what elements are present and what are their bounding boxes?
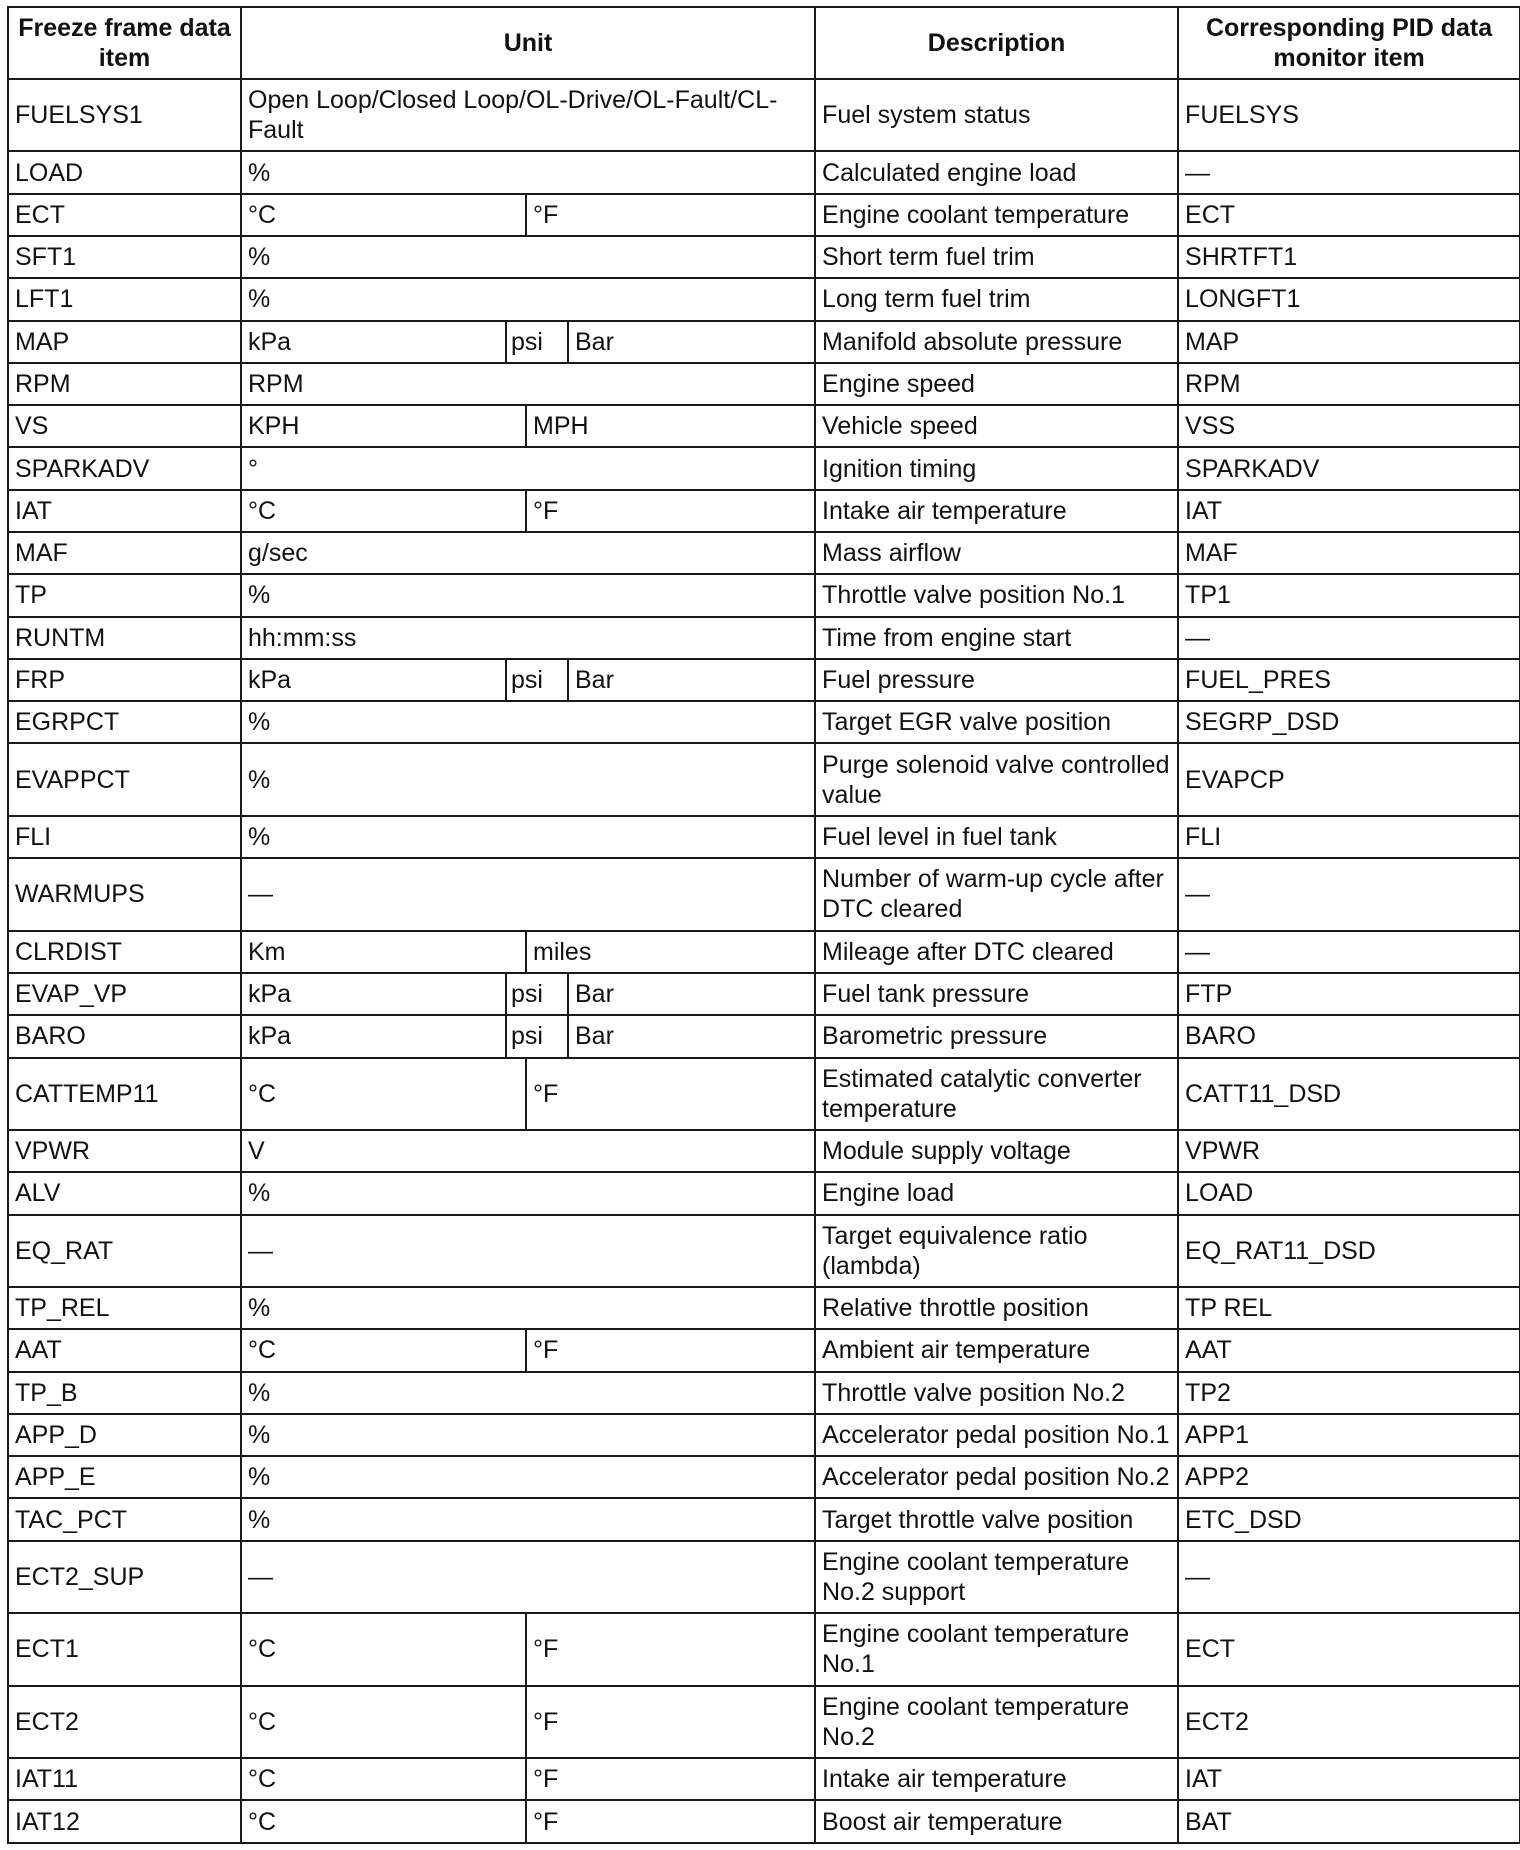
description: Throttle valve position No.2 [815,1372,1178,1414]
table-row [8,490,1520,532]
table-row [8,617,1520,659]
unit-value-bar: Bar [568,973,815,1015]
freeze-frame-table [7,6,1520,1844]
table-row [8,79,1520,151]
unit-value-primary: °C [241,1613,526,1685]
freeze-frame-item: EGRPCT [8,701,241,743]
table-row [8,405,1520,447]
unit-value: V [241,1130,815,1172]
description: Engine coolant temperature [815,194,1178,236]
table-row [8,447,1520,489]
unit-value-primary: °C [241,1058,526,1130]
unit-value-primary: °C [241,1800,526,1843]
unit-value-primary: °C [241,1758,526,1800]
description: Manifold absolute pressure [815,321,1178,363]
pid-monitor-item: CATT11_DSD [1178,1058,1520,1130]
description: Intake air temperature [815,1758,1178,1800]
freeze-frame-item: AAT [8,1329,241,1371]
unit-value: g/sec [241,532,815,574]
unit-value: % [241,278,815,320]
pid-monitor-item: TP1 [1178,574,1520,616]
unit-value: % [241,1172,815,1214]
description: Vehicle speed [815,405,1178,447]
unit-value: % [241,1498,815,1540]
table-row [8,236,1520,278]
description: Boost air temperature [815,1800,1178,1843]
freeze-frame-item: VS [8,405,241,447]
description: Throttle valve position No.1 [815,574,1178,616]
unit-value: ° [241,447,815,489]
pid-monitor-item: BARO [1178,1015,1520,1057]
table-row [8,278,1520,320]
unit-value-secondary: miles [526,931,815,973]
pid-monitor-item: FTP [1178,973,1520,1015]
freeze-frame-item: IAT12 [8,1800,241,1843]
unit-value-secondary: °F [526,194,815,236]
unit-value: — [241,1541,815,1613]
unit-value-secondary: °F [526,1613,815,1685]
pid-monitor-item: LONGFT1 [1178,278,1520,320]
unit-value-psi: psi [506,321,568,363]
description: Target equivalence ratio (lambda) [815,1215,1178,1287]
unit-value: Open Loop/Closed Loop/OL-Drive/OL-Fault/CL-Fault [241,79,815,151]
description: Target EGR valve position [815,701,1178,743]
unit-value-secondary: MPH [526,405,815,447]
table-row [8,1498,1520,1540]
table-row [8,1015,1520,1057]
freeze-frame-item: WARMUPS [8,858,241,930]
description: Calculated engine load [815,151,1178,193]
unit-value-bar: Bar [568,659,815,701]
table-row [8,1130,1520,1172]
description: Ambient air temperature [815,1329,1178,1371]
freeze-frame-item: SPARKADV [8,447,241,489]
description: Fuel tank pressure [815,973,1178,1015]
table-row [8,151,1520,193]
freeze-frame-item: TAC_PCT [8,1498,241,1540]
unit-value: % [241,701,815,743]
header-description: Description [815,7,1178,79]
unit-value: % [241,743,815,815]
table-row [8,363,1520,405]
freeze-frame-item: ECT [8,194,241,236]
unit-value-bar: Bar [568,1015,815,1057]
header-row [8,7,1520,79]
unit-value-primary: °C [241,194,526,236]
description: Engine load [815,1172,1178,1214]
pid-monitor-item: ECT2 [1178,1686,1520,1758]
description: Target throttle valve position [815,1498,1178,1540]
description: Accelerator pedal position No.2 [815,1456,1178,1498]
table-row [8,1686,1520,1758]
freeze-frame-item: IAT11 [8,1758,241,1800]
description: Fuel pressure [815,659,1178,701]
unit-value-kpa: kPa [241,321,506,363]
unit-value-primary: °C [241,1329,526,1371]
pid-monitor-item: MAF [1178,532,1520,574]
pid-monitor-item: MAP [1178,321,1520,363]
table-row [8,1800,1520,1843]
description: Fuel level in fuel tank [815,816,1178,858]
table-row [8,194,1520,236]
table-row [8,1758,1520,1800]
unit-value-secondary: °F [526,1058,815,1130]
freeze-frame-item: TP_REL [8,1287,241,1329]
unit-value: — [241,858,815,930]
pid-monitor-item: SPARKADV [1178,447,1520,489]
freeze-frame-item: RPM [8,363,241,405]
table-row [8,858,1520,930]
pid-monitor-item: TP REL [1178,1287,1520,1329]
unit-value-secondary: °F [526,1329,815,1371]
pid-monitor-item: EQ_RAT11_DSD [1178,1215,1520,1287]
freeze-frame-item: EQ_RAT [8,1215,241,1287]
table-row [8,1456,1520,1498]
pid-monitor-item: VSS [1178,405,1520,447]
unit-value: % [241,1372,815,1414]
freeze-frame-item: ECT1 [8,1613,241,1685]
freeze-frame-item: BARO [8,1015,241,1057]
description: Fuel system status [815,79,1178,151]
table-row [8,931,1520,973]
table-row [8,973,1520,1015]
pid-monitor-item: FLI [1178,816,1520,858]
freeze-frame-item: MAF [8,532,241,574]
unit-value: % [241,1456,815,1498]
table-row [8,574,1520,616]
freeze-frame-item: IAT [8,490,241,532]
description: Engine speed [815,363,1178,405]
pid-monitor-item: — [1178,931,1520,973]
freeze-frame-item: APP_D [8,1414,241,1456]
unit-value: — [241,1215,815,1287]
unit-value: % [241,1287,815,1329]
pid-monitor-item: ECT [1178,1613,1520,1685]
pid-monitor-item: APP2 [1178,1456,1520,1498]
pid-monitor-item: FUELSYS [1178,79,1520,151]
description: Accelerator pedal position No.1 [815,1414,1178,1456]
freeze-frame-item: MAP [8,321,241,363]
pid-monitor-item: APP1 [1178,1414,1520,1456]
unit-value-primary: KPH [241,405,526,447]
pid-monitor-item: FUEL_PRES [1178,659,1520,701]
unit-value: % [241,574,815,616]
freeze-frame-item: RUNTM [8,617,241,659]
table-row [8,701,1520,743]
freeze-frame-item: TP [8,574,241,616]
pid-monitor-item: SHRTFT1 [1178,236,1520,278]
freeze-frame-item: ECT2_SUP [8,1541,241,1613]
description: Estimated catalytic converter temperature [815,1058,1178,1130]
pid-monitor-item: EVAPCP [1178,743,1520,815]
description: Ignition timing [815,447,1178,489]
pid-monitor-item: — [1178,858,1520,930]
pid-monitor-item: IAT [1178,1758,1520,1800]
table-row [8,1058,1520,1130]
unit-value: % [241,816,815,858]
description: Engine coolant temperature No.1 [815,1613,1178,1685]
freeze-frame-item: EVAPPCT [8,743,241,815]
description: Relative throttle position [815,1287,1178,1329]
freeze-frame-item: CATTEMP11 [8,1058,241,1130]
unit-value-secondary: °F [526,1800,815,1843]
freeze-frame-item: CLRDIST [8,931,241,973]
unit-value-kpa: kPa [241,973,506,1015]
pid-monitor-item: BAT [1178,1800,1520,1843]
pid-monitor-item: AAT [1178,1329,1520,1371]
table-row [8,1172,1520,1214]
table-row [8,1541,1520,1613]
unit-value-psi: psi [506,1015,568,1057]
freeze-frame-item: FUELSYS1 [8,79,241,151]
freeze-frame-item: LFT1 [8,278,241,320]
table-row [8,1414,1520,1456]
freeze-frame-item: APP_E [8,1456,241,1498]
table-body [8,79,1520,1843]
unit-value-primary: °C [241,490,526,532]
pid-monitor-item: — [1178,1541,1520,1613]
unit-value-psi: psi [506,973,568,1015]
unit-value: % [241,151,815,193]
freeze-frame-item: ALV [8,1172,241,1214]
table-row [8,1287,1520,1329]
table-row [8,1372,1520,1414]
header-unit: Unit [241,7,815,79]
table-row [8,1215,1520,1287]
table-row [8,1613,1520,1685]
description: Module supply voltage [815,1130,1178,1172]
pid-monitor-item: VPWR [1178,1130,1520,1172]
pid-monitor-item: ECT [1178,194,1520,236]
description: Long term fuel trim [815,278,1178,320]
header-item: Freeze frame data item [8,7,241,79]
header-pid: Corresponding PID data monitor item [1178,7,1520,79]
description: Purge solenoid valve controlled value [815,743,1178,815]
freeze-frame-item: LOAD [8,151,241,193]
table-row [8,659,1520,701]
pid-monitor-item: ETC_DSD [1178,1498,1520,1540]
unit-value-kpa: kPa [241,1015,506,1057]
freeze-frame-item: ECT2 [8,1686,241,1758]
pid-monitor-item: TP2 [1178,1372,1520,1414]
unit-value-secondary: °F [526,1758,815,1800]
description: Engine coolant temperature No.2 [815,1686,1178,1758]
description: Engine coolant temperature No.2 support [815,1541,1178,1613]
pid-monitor-item: IAT [1178,490,1520,532]
unit-value-psi: psi [506,659,568,701]
table-row [8,1329,1520,1371]
pid-monitor-item: — [1178,151,1520,193]
freeze-frame-item: SFT1 [8,236,241,278]
unit-value-primary: Km [241,931,526,973]
pid-monitor-item: RPM [1178,363,1520,405]
unit-value-secondary: °F [526,1686,815,1758]
table-row [8,816,1520,858]
pid-monitor-item: — [1178,617,1520,659]
freeze-frame-item: FLI [8,816,241,858]
unit-value: % [241,1414,815,1456]
table-row [8,532,1520,574]
description: Mass airflow [815,532,1178,574]
description: Intake air temperature [815,490,1178,532]
description: Number of warm-up cycle after DTC cleared [815,858,1178,930]
description: Time from engine start [815,617,1178,659]
unit-value-secondary: °F [526,490,815,532]
freeze-frame-item: VPWR [8,1130,241,1172]
unit-value-primary: °C [241,1686,526,1758]
description: Short term fuel trim [815,236,1178,278]
unit-value-bar: Bar [568,321,815,363]
freeze-frame-item: FRP [8,659,241,701]
freeze-frame-item: EVAP_VP [8,973,241,1015]
description: Barometric pressure [815,1015,1178,1057]
unit-value: % [241,236,815,278]
unit-value: hh:mm:ss [241,617,815,659]
description: Mileage after DTC cleared [815,931,1178,973]
table-row [8,321,1520,363]
unit-value: RPM [241,363,815,405]
freeze-frame-item: TP_B [8,1372,241,1414]
unit-value-kpa: kPa [241,659,506,701]
pid-monitor-item: SEGRP_DSD [1178,701,1520,743]
table-row [8,743,1520,815]
pid-monitor-item: LOAD [1178,1172,1520,1214]
